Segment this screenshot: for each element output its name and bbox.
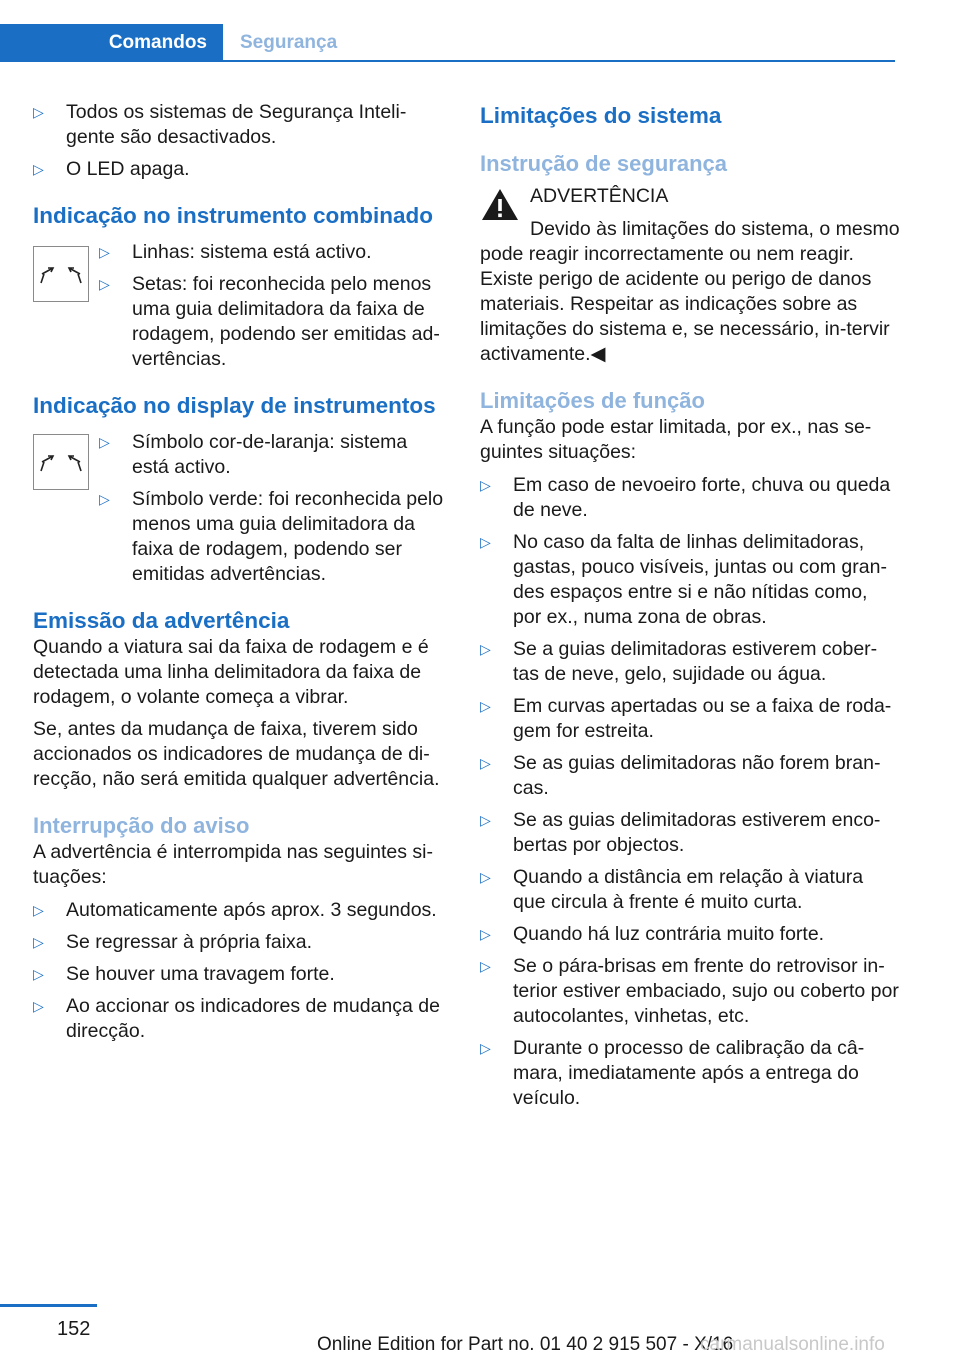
list-item: ▷ Em caso de nevoeiro forte, chuva ou queda de neve. — [480, 474, 891, 521]
bullet-triangle-icon: ▷ — [33, 966, 44, 982]
intro-list — [33, 100, 448, 182]
bullet-triangle-icon: ▷ — [33, 104, 44, 120]
page-header — [0, 0, 895, 62]
bullet-triangle-icon: ▷ — [33, 161, 44, 177]
safety-heading: Instrução de segurança — [480, 151, 727, 176]
warning-triangle-icon — [480, 186, 520, 222]
combined-heading: Indicação no instrumento combinado — [33, 203, 434, 228]
list-item: ▷ Se houver uma travagem forte. — [33, 963, 335, 985]
bullet-triangle-icon: ▷ — [33, 902, 44, 918]
left-column — [33, 100, 448, 1051]
bullet-triangle-icon: ▷ — [480, 926, 491, 942]
lane-departure-symbol-icon — [33, 434, 89, 490]
watermark: carmanualsonline.info — [700, 1334, 885, 1355]
display-heading: Indicação no display de instrumentos — [33, 393, 436, 418]
header-rule — [0, 60, 895, 62]
list-item: ▷ O LED apaga. — [33, 158, 190, 180]
emission-heading: Emissão da advertência — [33, 608, 290, 633]
interrupt-heading: Interrupção do aviso — [33, 813, 250, 838]
bullet-triangle-icon: ▷ — [480, 698, 491, 714]
list-item: ▷ Se o pára-brisas em frente do retrovisor in-terior estiver embaciado, sujo ou coberto por autocolantes, vinhetas, etc. — [480, 955, 899, 1027]
bullet-triangle-icon: ▷ — [33, 934, 44, 950]
list-item: ▷ Quando há luz contrária muito forte. — [480, 923, 825, 945]
list-item: ▷ Setas: foi reconhecida pelo menos uma guia delimitadora da faixa de rodagem, podendo ser emitidas ad-vertências. — [99, 273, 440, 370]
list-item: ▷ Quando a distância em relação à viatura que circula à frente é muito curta. — [480, 866, 864, 913]
bullet-triangle-icon: ▷ — [480, 1040, 491, 1056]
interrupt-list — [33, 898, 448, 1044]
list-item: ▷ Se as guias delimitadoras estiverem enco-bertas por objectos. — [480, 809, 881, 856]
bullet-triangle-icon: ▷ — [99, 244, 110, 260]
bullet-triangle-icon: ▷ — [480, 755, 491, 771]
combined-list — [99, 240, 448, 372]
warning-text: Devido às limitações do sistema, o mesmo pode reagir incorrectamente ou nem reagir. Existe perigo de acidente ou perigo de danos materiais. Respeitar as indicações sobre as limitações do sistema e, se necessário, in-tervir activamente.◀ — [480, 218, 900, 365]
lane-departure-symbol-icon — [33, 246, 89, 302]
list-item: ▷ Se regressar à própria faixa. — [33, 931, 313, 953]
edition-footer: Online Edition for Part no. 01 40 2 915 507 - X/16 — [317, 1334, 734, 1355]
list-item: ▷ Símbolo cor-de-laranja: sistema está activo. — [99, 431, 408, 478]
function-paragraph: A função pode estar limitada, por ex., nas se-guintes situações: — [480, 416, 872, 463]
interrupt-paragraph: A advertência é interrompida nas seguintes si-tuações: — [33, 841, 433, 888]
bullet-triangle-icon: ▷ — [480, 812, 491, 828]
list-item: ▷ Automaticamente após aprox. 3 segundos. — [33, 899, 437, 921]
list-item: ▷ Ao accionar os indicadores de mudança de direcção. — [33, 995, 440, 1042]
list-item: ▷ Símbolo verde: foi reconhecida pelo menos uma guia delimitadora da faixa de rodagem, podendo ser emitidas advertências. — [99, 488, 444, 585]
tab-seguranca[interactable]: Segurança — [240, 32, 338, 53]
warning-title: ADVERTÊNCIA — [530, 185, 669, 207]
function-list — [480, 473, 900, 1111]
page-number-rule — [0, 1304, 97, 1307]
list-item: ▷ Se a guias delimitadoras estiverem cober-tas de neve, gelo, sujidade ou água. — [480, 638, 878, 685]
list-item: ▷ Se as guias delimitadoras não forem bran-cas. — [480, 752, 881, 799]
bullet-triangle-icon: ▷ — [99, 434, 110, 450]
bullet-triangle-icon: ▷ — [480, 869, 491, 885]
bullet-triangle-icon: ▷ — [99, 276, 110, 292]
tab-comandos[interactable]: Comandos — [0, 24, 223, 62]
right-column — [480, 100, 900, 1118]
list-item: ▷ Durante o processo de calibração da câ-mara, imediatamente após a entrega do veículo. — [480, 1037, 865, 1109]
emission-paragraph-2: Se, antes da mudança de faixa, tiverem sido accionados os indicadores de mudança de di-recção, não será emitida qualquer advertência. — [33, 718, 440, 790]
warning-block — [480, 184, 900, 367]
function-heading: Limitações de função — [480, 388, 705, 413]
emission-paragraph-1: Quando a viatura sai da faixa de rodagem e é detectada uma linha delimitadora da faixa de rodagem, o volante começa a vibrar. — [33, 636, 429, 708]
limits-heading: Limitações do sistema — [480, 103, 722, 128]
bullet-triangle-icon: ▷ — [480, 958, 491, 974]
bullet-triangle-icon: ▷ — [480, 641, 491, 657]
list-item: ▷ No caso da falta de linhas delimitadoras, gastas, pouco visíveis, juntas ou com gran-des espaços entre si e não nítidas como, por ex., numa zona de obras. — [480, 531, 887, 628]
list-item: ▷ Todos os sistemas de Segurança Inteli-gente são desactivados. — [33, 101, 407, 148]
list-item: ▷ Em curvas apertadas ou se a faixa de roda-gem for estreita. — [480, 695, 892, 742]
bullet-triangle-icon: ▷ — [99, 491, 110, 507]
bullet-triangle-icon: ▷ — [480, 477, 491, 493]
display-indicator-row — [33, 430, 448, 587]
display-list — [99, 430, 448, 587]
page-number: 152 — [57, 1318, 91, 1340]
bullet-triangle-icon: ▷ — [33, 998, 44, 1014]
combined-indicator-row — [33, 240, 448, 372]
list-item: ▷ Linhas: sistema está activo. — [99, 241, 372, 263]
bullet-triangle-icon: ▷ — [480, 534, 491, 550]
